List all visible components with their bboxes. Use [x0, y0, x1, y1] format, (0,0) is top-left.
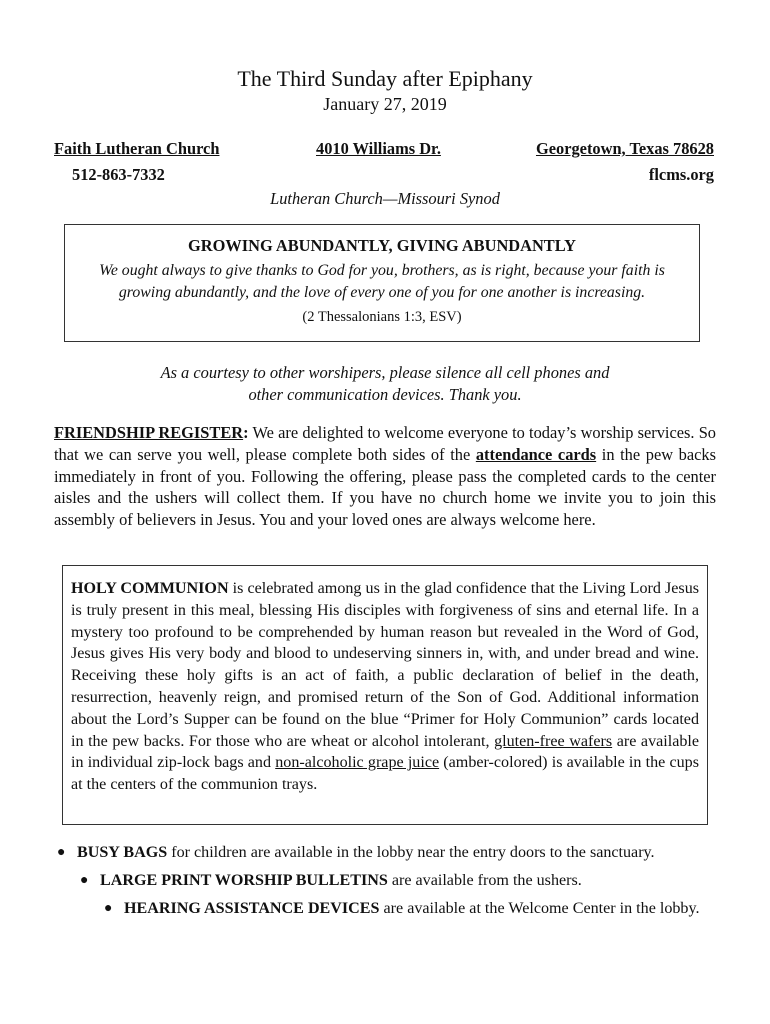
- list-item: [57, 842, 717, 864]
- notice-label: LARGE PRINT WORSHIP BULLETINS: [100, 872, 388, 889]
- holy-communion-box: [62, 565, 708, 825]
- church-phone: 512-863-7332: [72, 165, 165, 184]
- grape-juice: non-alcoholic grape juice: [275, 754, 440, 772]
- notice-label: HEARING ASSISTANCE DEVICES: [124, 900, 380, 917]
- friendship-text-1: We are delighted to welcome everyone to today’s worship services. So that we can serve you well, please complete both sides of the: [54, 423, 717, 464]
- friendship-colon: :: [243, 423, 249, 442]
- theme-heading: GROWING ABUNDANTLY, GIVING ABUNDANTLY: [188, 236, 576, 255]
- bullet-icon: ●: [104, 901, 113, 916]
- friendship-text-2: in the pew backs immediately in front of you. Following the offering, please pass the completed cards to the center aisles and the ushers will collect them. If you have no church home we invite you to join this assembly of believers in Jesus. You and your loved ones are always welcome here.: [54, 444, 716, 530]
- holy-communion-label: HOLY COMMUNION: [71, 580, 229, 597]
- list-item: [104, 898, 718, 920]
- theme-verse: We ought always to give thanks to God for you, brothers, as is right, because your faith is growing abundantly, and the love of every one of you for one another is increasing.: [99, 262, 665, 301]
- friendship-register-label: FRIENDSHIP REGISTER: [54, 423, 244, 442]
- communion-text-3: (amber-colored) is available in the cups at the centers of the communion trays.: [71, 754, 699, 794]
- communion-text-2: are available in individual zip-lock bags and: [71, 732, 700, 772]
- theme-box: [64, 224, 700, 342]
- notice-text: are available at the Welcome Center in the lobby.: [379, 900, 700, 917]
- courtesy-notice: [100, 362, 670, 406]
- notice-text: for children are available in the lobby near the entry doors to the sanctuary.: [167, 844, 655, 861]
- church-city: Georgetown, Texas 78628: [535, 139, 714, 158]
- courtesy-line-2: other communication devices. Thank you.: [248, 384, 522, 404]
- gluten-free-wafers: gluten-free wafers: [494, 732, 613, 750]
- church-website: flcms.org: [648, 165, 714, 184]
- communion-text-1: is celebrated among us in the glad confidence that the Living Lord Jesus is truly present in this meal, blessing His disciples with forgiveness of sins and eternal life. In a mystery too profound to be comprehended by human reason but revealed in the Word of God, Jesus gives His very body and blood to undeserving sinners in, with, and under bread and wine. Receiving these holy gifts is an act of faith, a public declaration of belief in the death, resurrection, heavenly reign, and promised return of the Son of God. Additional information about the Lord’s Supper can be found on the blue “Primer for Holy Communion” cards located in the pew backs. For those who are wheat or alcohol intolerant,: [71, 580, 700, 750]
- attendance-cards-label: attendance cards: [475, 444, 597, 464]
- church-address: [240, 139, 490, 159]
- synod-line: Lutheran Church—Missouri Synod: [270, 189, 500, 208]
- church-name: Faith Lutheran Church: [54, 139, 220, 158]
- theme-reference: (2 Thessalonians 1:3, ESV): [302, 309, 462, 325]
- friendship-register-section: [54, 422, 716, 531]
- page-title: The Third Sunday after Epiphany: [237, 66, 533, 91]
- church-address-text: 4010 Williams Dr.: [316, 139, 441, 158]
- courtesy-line-1: As a courtesy to other worshipers, please silence all cell phones and: [160, 363, 610, 382]
- notice-label: BUSY BAGS: [77, 844, 168, 861]
- bullet-icon: ●: [80, 873, 89, 888]
- bullet-icon: ●: [57, 845, 66, 860]
- list-item: [80, 870, 720, 892]
- service-date: January 27, 2019: [323, 94, 447, 114]
- notice-text: are available from the ushers.: [387, 872, 582, 889]
